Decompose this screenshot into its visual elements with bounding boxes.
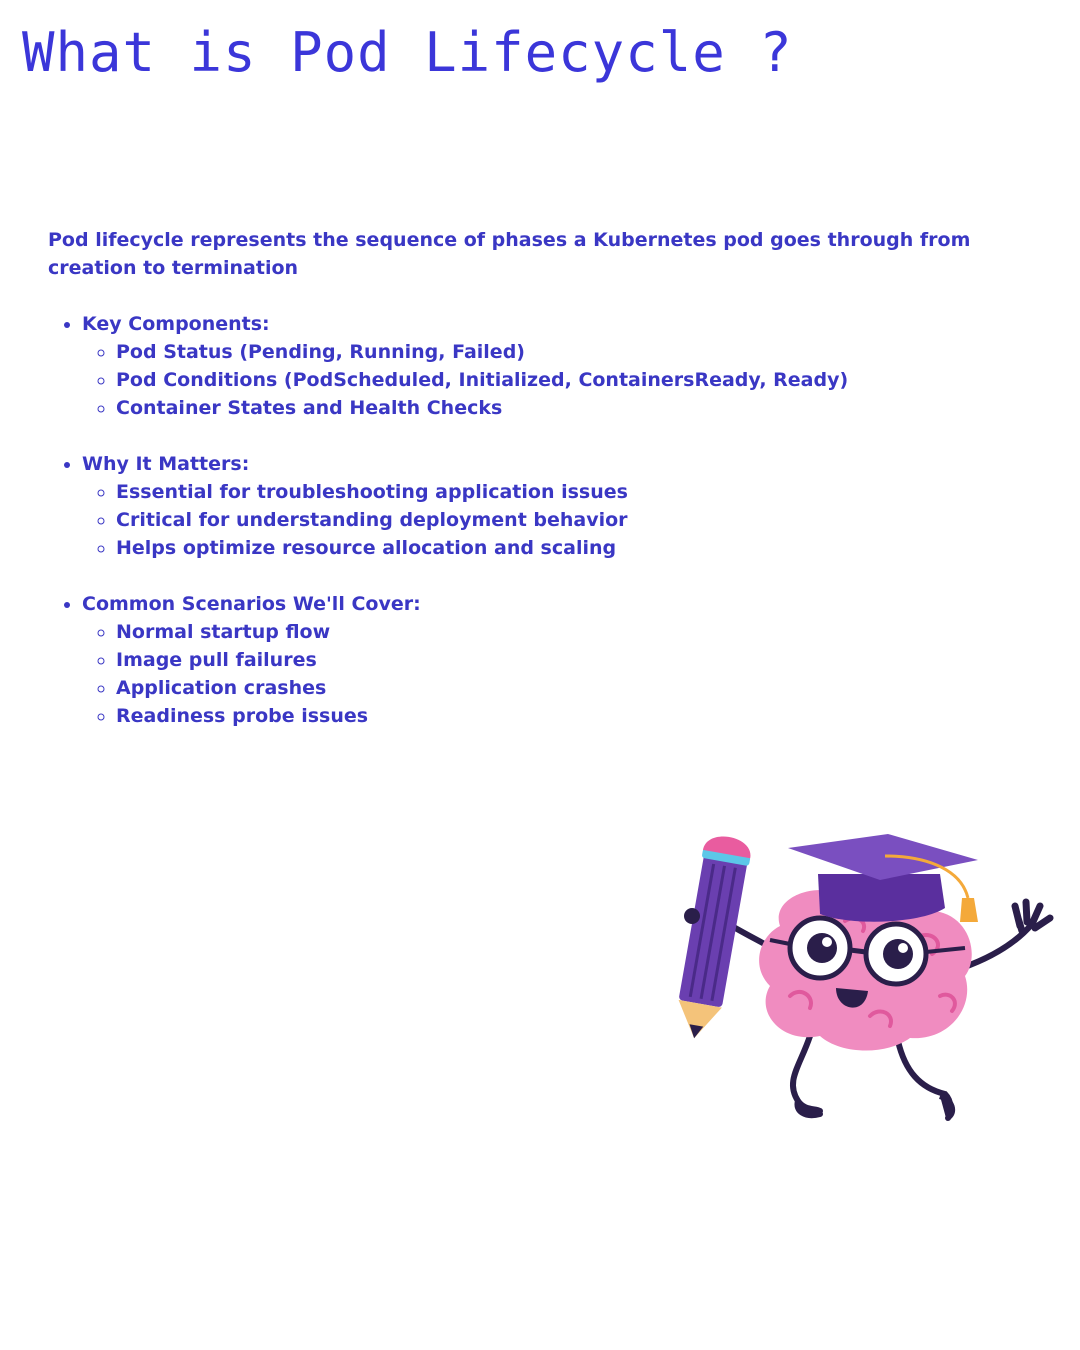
section-key-components (82, 310, 1028, 422)
page-title: What is Pod Lifecycle ? (22, 21, 793, 84)
section-heading: Key Components: (82, 313, 270, 335)
sub-list (82, 338, 1028, 422)
list-item: ◦ Pod Conditions (PodScheduled, Initialized, ContainersReady, Ready) (116, 366, 1028, 394)
sub-list (82, 478, 1028, 562)
intro-paragraph: Pod lifecycle represents the sequence of phases a Kubernetes pod goes through from creation to termination (48, 229, 971, 279)
brain-graduate-mascot-icon (670, 826, 1060, 1136)
list-item: ◦ Pod Status (Pending, Running, Failed) (116, 338, 1028, 366)
sub-list (82, 618, 1028, 730)
list-item: ◦ Application crashes (116, 674, 1028, 702)
section-list (48, 310, 1028, 730)
list-item: ◦ Essential for troubleshooting application issues (116, 478, 1028, 506)
section-common-scenarios (82, 590, 1028, 730)
list-item: ◦ Critical for understanding deployment behavior (116, 506, 1028, 534)
section-heading: Why It Matters: (82, 453, 250, 475)
section-why-it-matters (82, 450, 1028, 562)
list-item: ◦ Normal startup flow (116, 618, 1028, 646)
content-body (48, 226, 1028, 758)
list-item: ◦ Container States and Health Checks (116, 394, 1028, 422)
list-item: ◦ Readiness probe issues (116, 702, 1028, 730)
list-item: ◦ Image pull failures (116, 646, 1028, 674)
list-item: ◦ Helps optimize resource allocation and scaling (116, 534, 1028, 562)
section-heading: Common Scenarios We'll Cover: (82, 593, 421, 615)
